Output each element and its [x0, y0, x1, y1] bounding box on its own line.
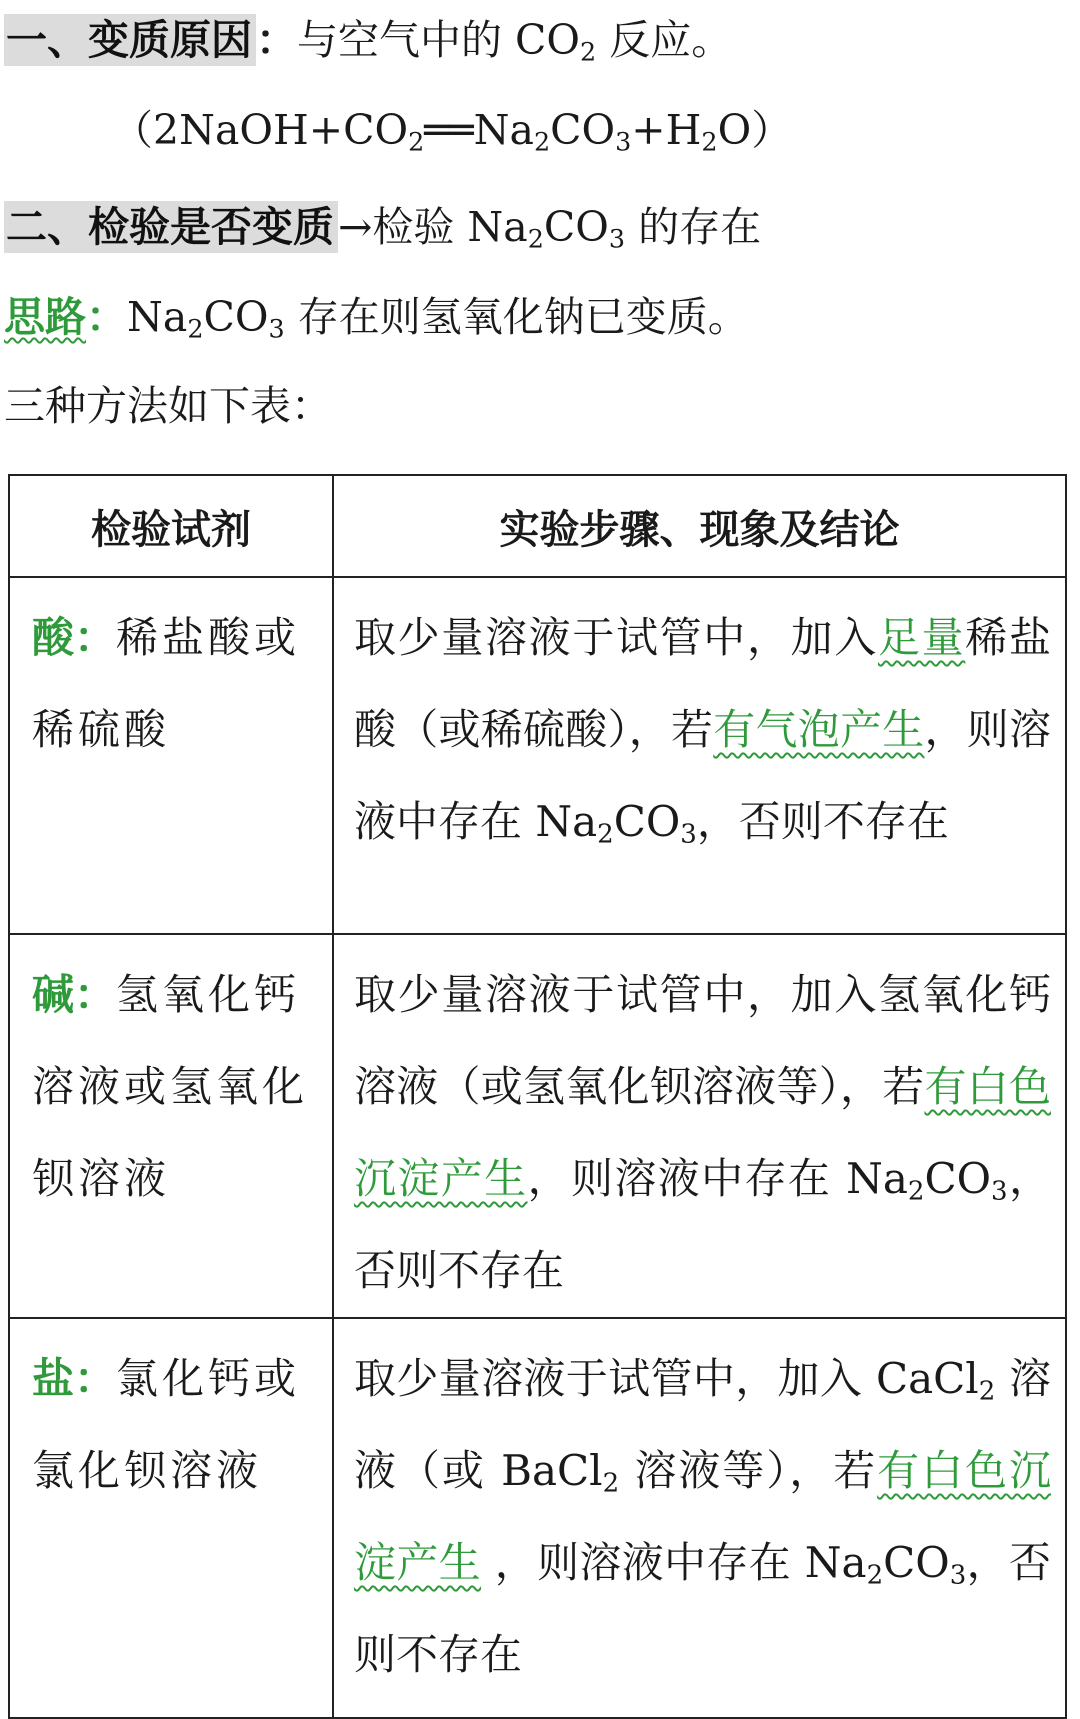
header-steps: 实验步骤、现象及结论 — [333, 475, 1066, 577]
steps-cell: 取少量溶液于试管中，加入足量稀盐酸（或稀硫酸），若有气泡产生，则溶液中存在 $Na_2CO_3$，否则不存在 — [333, 577, 1066, 934]
section-test-text: →检验 $Na_2CO_3$ 的存在 — [338, 203, 762, 254]
category-label: 酸 — [32, 613, 75, 662]
section-cause: 一、变质原因：与空气中的 $CO_2$ 反应。 — [6, 16, 733, 67]
methods-table — [8, 474, 1067, 1719]
section-test — [4, 203, 761, 252]
reaction-equation: $(2NaOH+CO_2══Na_2CO_3+H_2O)$ — [112, 106, 793, 157]
reagent-text: 氯化钙或氯化钡溶液 — [32, 1354, 301, 1495]
key-phenomenon: 有白色沉淀产生 — [354, 1446, 1051, 1587]
intro-line: 三种方法如下表： — [4, 382, 332, 430]
section-cause-heading: 一、变质原因 — [4, 14, 256, 66]
header-reagent: 检验试剂 — [9, 475, 333, 577]
steps-cell: 取少量溶液于试管中，加入氢氧化钙溶液（或氢氧化钡溶液等），若有白色沉淀产生，则溶液中存在 $Na_2CO_3$，否则不存在 — [333, 934, 1066, 1318]
section-test-heading: 二、检验是否变质 — [4, 201, 338, 253]
idea-line: 思路：$Na_2CO_3$ 存在则氢氧化钠已变质。 — [4, 293, 749, 344]
reagent-cell: 碱：氢氧化钙溶液或氢氧化钡溶液 — [9, 934, 333, 1318]
table-row — [9, 934, 1066, 1318]
key-phenomenon: 有白色沉淀产生 — [354, 1062, 1051, 1203]
idea-label: 思路 — [4, 293, 86, 341]
steps-cell: 取少量溶液于试管中，加入 CaCl$_2$ 溶液（或 BaCl$_2$ 溶液等），若有白色沉淀产生 ，则溶液中存在 $Na_2CO_3$，否则不存在 — [333, 1318, 1066, 1718]
key-condition: 足量 — [877, 613, 966, 662]
table-header-row — [9, 475, 1066, 577]
table-row — [9, 577, 1066, 934]
reagent-text: 稀盐酸或稀硫酸 — [32, 613, 301, 754]
section-cause-text: 与空气中的 $CO_2$ 反应。 — [297, 16, 733, 67]
category-label: 碱 — [32, 970, 75, 1019]
table-row — [9, 1318, 1066, 1718]
idea-text: $Na_2CO_3$ 存在则氢氧化钠已变质。 — [127, 293, 749, 344]
category-label: 盐 — [32, 1354, 75, 1403]
reagent-cell: 酸：稀盐酸或稀硫酸 — [9, 577, 333, 934]
key-phenomenon: 有气泡产生 — [713, 705, 925, 754]
reagent-cell: 盐：氯化钙或氯化钡溶液 — [9, 1318, 333, 1718]
reagent-text: 氢氧化钙溶液或氢氧化钡溶液 — [32, 970, 309, 1203]
